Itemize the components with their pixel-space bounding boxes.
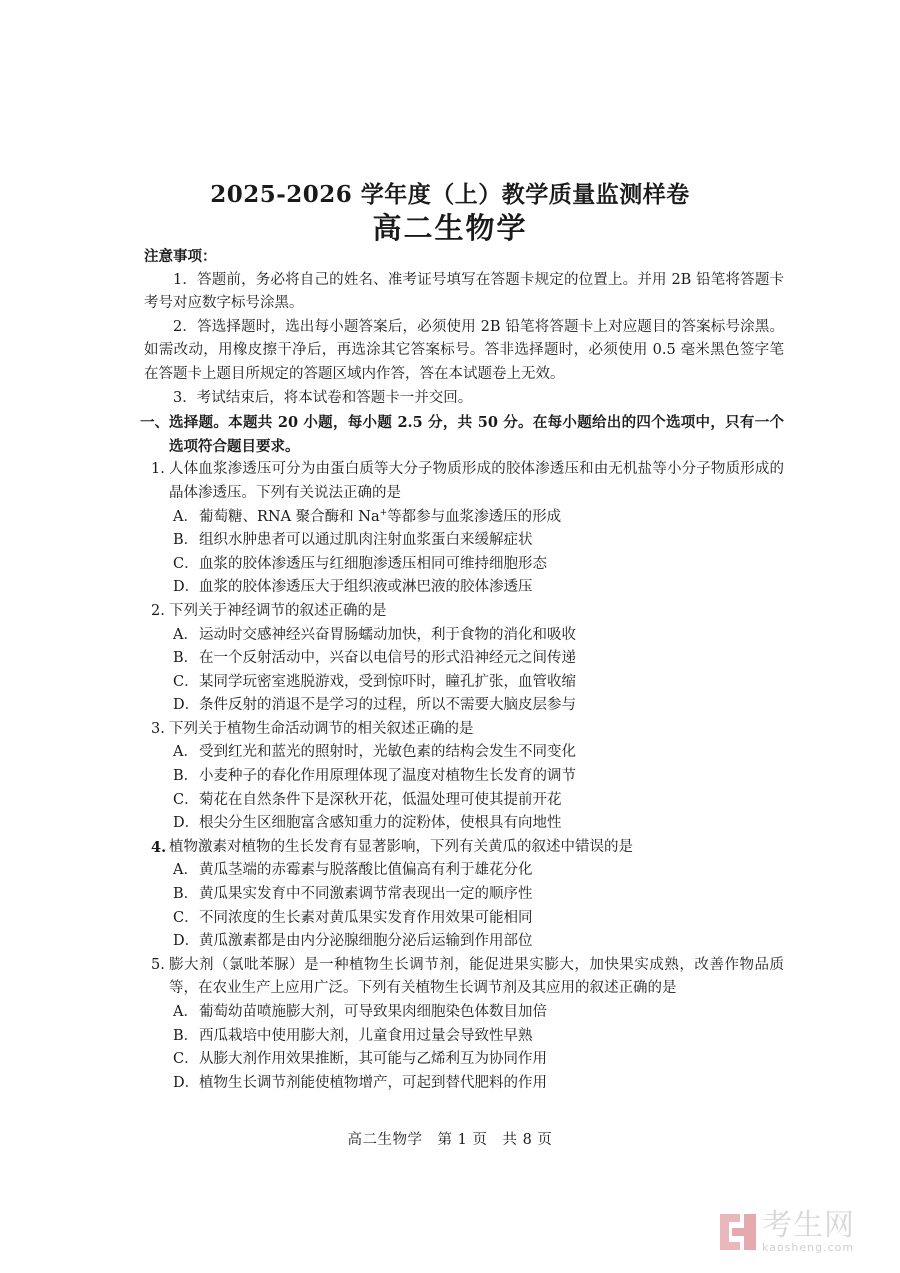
option-text (199, 671, 784, 695)
section-label: 一、 (140, 414, 169, 432)
exam-body (140, 245, 784, 1095)
option-label: B． (173, 532, 199, 549)
question-stem (144, 458, 784, 505)
option-text (199, 694, 784, 718)
subject-title: 高二生物学 (372, 211, 528, 245)
option (144, 694, 784, 718)
option-text-main: 血浆的胶体渗透压大于组织液或淋巴液的胶体渗透压 (199, 579, 533, 596)
option (144, 1001, 784, 1025)
option-label: B． (173, 650, 199, 667)
option-text-main: 从膨大剂作用效果推断，其可能与乙烯利互为协同作用 (199, 1051, 547, 1068)
option-text-main: 植物生长调节剂能使植物增产，可起到替代肥料的作用 (199, 1074, 547, 1091)
option-text-main: 黄瓜激素都是由内分泌腺细胞分泌后运输到作用部位 (199, 933, 533, 950)
watermark-cn: 考生网 (762, 1208, 855, 1243)
notice-section (144, 245, 784, 410)
option-text-main: 运动时交感神经兴奋胃肠蠕动加快，利于食物的消化和吸收 (199, 626, 576, 643)
option-label: C． (173, 1051, 199, 1068)
option-label: B． (173, 1027, 199, 1044)
question (144, 600, 784, 718)
question (144, 954, 784, 1096)
option (144, 1072, 784, 1096)
option-text (199, 624, 784, 648)
notice-heading: 注意事项： (144, 248, 217, 265)
question-text: 下列关于神经调节的叙述正确的是 (169, 602, 387, 619)
option-label: A． (173, 626, 198, 643)
option-label: C． (173, 555, 199, 572)
notice-item: 1．答题前，务必将自己的姓名、准考证号填写在答题卡规定的位置上。并用 2B 铅笔将答题卡考号对应数字标号涂黑。 (144, 271, 784, 312)
option-text-main: 条件反射的消退不是学习的过程，所以不需要大脑皮层参与 (199, 697, 576, 714)
question-number: 1. (151, 461, 165, 478)
option-text (199, 930, 784, 954)
option-text-main: 黄瓜茎端的赤霉素与脱落酸比值偏高有利于雄花分化 (199, 862, 533, 879)
option-label: D． (173, 1074, 200, 1091)
option-label: C． (173, 909, 199, 926)
option-text-main: 血浆的胶体渗透压与红细胞渗透压相同可维持细胞形态 (199, 555, 547, 572)
option-text (199, 741, 784, 765)
page-footer: 高二生物学 第 1 页 共 8 页 (347, 1132, 553, 1148)
kaosheng-logo-icon (718, 1210, 758, 1254)
option-label: D． (173, 933, 200, 950)
option (144, 930, 784, 954)
option (144, 765, 784, 789)
option-text-main: 葡萄幼苗喷施膨大剂，可导致果肉细胞染色体数目加倍 (199, 1004, 547, 1020)
option-text (199, 883, 784, 907)
option-label: D． (173, 697, 200, 714)
option (144, 506, 784, 530)
question-stem (144, 600, 784, 624)
option-text-tail: 等都参与血浆渗透压的形成 (387, 508, 562, 525)
question (144, 836, 784, 954)
option-text-main: 根尖分生区细胞富含感知重力的淀粉体，使根具有向地性 (199, 815, 562, 832)
question-text: 人体血浆渗透压可分为由蛋白质等大分子物质形成的胶体渗透压和由无机盐等小分子物质形成的晶体渗透压。下列有关说法正确的是 (169, 461, 784, 501)
option-text-main: 西瓜栽培中使用膨大剂，儿童食用过量会导致性早熟 (199, 1027, 533, 1044)
option-text (199, 1048, 784, 1072)
option-text (199, 859, 784, 883)
option (144, 1048, 784, 1072)
notice-item: 3．考试结束后，将本试卷和答题卡一并交回。 (173, 389, 473, 406)
question (144, 458, 784, 600)
option-label: D． (173, 815, 200, 832)
option (144, 907, 784, 931)
option (144, 789, 784, 813)
option-label: B． (173, 886, 199, 903)
option (144, 624, 784, 648)
option-label: A． (173, 862, 198, 879)
section-heading (140, 411, 784, 458)
option-text-main: 在一个反射活动中，兴奋以电信号的形式沿神经元之间传递 (199, 650, 576, 667)
option-label: A． (173, 744, 198, 761)
question (144, 718, 784, 836)
option-text-main: 某同学玩密室逃脱游戏，受到惊吓时，瞳孔扩张，血管收缩 (199, 673, 576, 690)
option-label: D． (173, 579, 200, 596)
option (144, 553, 784, 577)
section-text: 选择题。本题共 20 小题，每小题 2.5 分，共 50 分。在每小题给出的四个选项中，只有一个选项符合题目要求。 (169, 414, 784, 455)
option-text (199, 506, 784, 530)
option-text (199, 553, 784, 577)
option (144, 529, 784, 553)
superscript: + (379, 507, 388, 518)
option-text-main: 不同浓度的生长素对黄瓜果实发育作用效果可能相同 (199, 909, 533, 926)
option-text (199, 1001, 784, 1025)
option (144, 1025, 784, 1049)
option (144, 812, 784, 836)
option-label: A． (173, 1004, 198, 1020)
option-text (199, 789, 784, 813)
question-stem (144, 836, 784, 860)
option-text (199, 576, 784, 600)
option-text (199, 1072, 784, 1096)
question-text: 膨大剂（氯吡苯脲）是一种植物生长调节剂，能促进果实膨大，加快果实成熟，改善作物品质等，在农业生产上应用广泛。下列有关植物生长调节剂及其应用的叙述正确的是 (169, 956, 784, 997)
question-number: 4. (151, 838, 167, 856)
option-text (199, 529, 784, 553)
watermark-en: kaosheng.com (762, 1241, 855, 1254)
option-text (199, 647, 784, 671)
question-text: 下列关于植物生命活动调节的相关叙述正确的是 (169, 720, 474, 737)
option-label: C． (173, 791, 199, 808)
option-text (199, 765, 784, 789)
option (144, 671, 784, 695)
watermark (718, 1208, 888, 1256)
notice-item: 2．答选择题时，选出每小题答案后，必须使用 2B 铅笔将答题卡上对应题目的答案标号涂黑。如需改动，用橡皮擦干净后，再选涂其它答案标号。答非选择题时，必须使用 0.5 毫米黑色签字笔在答题卡上题目所规定的答题区域内作答，答在本试题卷上无效。 (144, 318, 784, 382)
question-list (144, 458, 784, 1095)
option-text-main: 葡萄糖、RNA 聚合酶和 Na (199, 508, 380, 525)
option-text (199, 812, 784, 836)
option (144, 859, 784, 883)
question-text: 植物激素对植物的生长发育有显著影响，下列有关黄瓜的叙述中错误的是 (169, 838, 633, 855)
option-label: A． (173, 508, 198, 525)
option-text (199, 907, 784, 931)
option (144, 647, 784, 671)
question-number: 3. (151, 720, 165, 737)
option-label: C． (173, 673, 199, 690)
option (144, 576, 784, 600)
question-stem (144, 718, 784, 742)
question-number: 5. (151, 956, 165, 973)
option (144, 741, 784, 765)
question-number: 2. (151, 602, 165, 619)
option-text-main: 组织水肿患者可以通过肌肉注射血浆蛋白来缓解症状 (199, 532, 533, 549)
exam-title: 2025-2026 学年度（上）教学质量监测样卷 (210, 181, 690, 208)
option-text-main: 菊花在自然条件下是深秋开花，低温处理可使其提前开花 (199, 791, 562, 808)
question-stem (144, 954, 784, 1001)
option-text (199, 1025, 784, 1049)
option-text-main: 小麦种子的春化作用原理体现了温度对植物生长发育的调节 (199, 768, 576, 785)
option-label: B． (173, 768, 199, 785)
option-text-main: 受到红光和蓝光的照射时，光敏色素的结构会发生不同变化 (199, 744, 576, 761)
option (144, 883, 784, 907)
option-text-main: 黄瓜果实发育中不同激素调节常表现出一定的顺序性 (199, 886, 533, 903)
